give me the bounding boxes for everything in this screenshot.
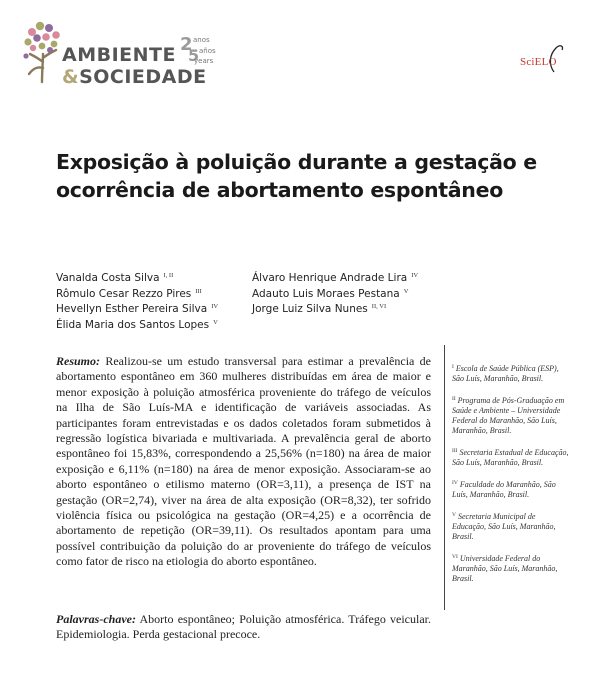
column-divider: [444, 345, 445, 610]
author-affil-sup: IV: [211, 303, 219, 310]
affiliation-2: [452, 394, 570, 436]
affiliation-text: Escola de Saúde Pública (ESP), São Luís, Maranhão, Brasil.: [452, 364, 559, 383]
authors-right-column: [252, 272, 418, 319]
affiliation-sup: III: [452, 448, 458, 454]
affiliation-text: Programa de Pós-Graduação em Saúde e Ambiente – Universidade Federal do Maranhão, São Luís, Maranhão, Brasil.: [452, 396, 565, 435]
affiliation-text: Secretaria Municipal de Educação, São Luís, Maranhão, Brasil.: [452, 512, 556, 541]
affiliation-sup: I: [452, 364, 454, 370]
abstract: [56, 354, 431, 570]
anniversary-digit-5: 5: [188, 46, 200, 65]
author-6: [252, 288, 418, 304]
author-5: [252, 272, 418, 288]
scielo-text: SciELO: [520, 56, 557, 68]
affiliation-1: [452, 362, 570, 384]
keywords-text: Aborto espontâneo; Poluição atmosférica. Tráfego veicular. Epidemiologia. Perda gestacional precoce.: [56, 612, 432, 642]
author-affil-sup: III: [195, 287, 202, 295]
scielo-logo: [520, 42, 582, 74]
author-name: Adauto Luis Moraes Pestana: [252, 287, 400, 300]
affiliation-sup: IV: [452, 480, 458, 486]
author-3: [56, 303, 218, 319]
author-affil-sup: IV: [411, 272, 419, 279]
keywords-label: Palavras-chave:: [56, 612, 136, 626]
author-4: [56, 319, 218, 335]
authors-left-column: [56, 272, 218, 334]
logo-sociedade: [62, 66, 207, 88]
affiliation-3: [452, 446, 570, 468]
affiliation-sup: VI: [452, 554, 458, 560]
affiliation-text: Universidade Federal do Maranhão, São Luís, Maranhão, Brasil.: [452, 554, 558, 583]
affiliation-sup: V: [452, 512, 456, 518]
affiliations: [452, 362, 570, 594]
anniversary-badge: [180, 32, 230, 68]
author-name: Jorge Luiz Silva Nunes: [252, 303, 368, 315]
author-affil-sup: V: [403, 287, 409, 295]
journal-logo: [22, 18, 216, 90]
author-affil-sup: II, VI: [371, 303, 387, 310]
abstract-text: Realizou-se um estudo transversal para estimar a prevalência de abortamento espontâneo em 360 mulheres distribuídas em área de maior e menor exposição à poluição atmosférica proveniente do tráfego de veículos na Ilha de São Luís-MA e identificação de variáveis associadas. As participantes foram entrevistadas e os dados coletados foram submetidos à regressão logística bivariada e multivariada. A prevalência geral de aborto espontâneo foi 15,83%, correspondendo a 25,56% (n=180) na área de maior exposição e 6,11% (n=180) na área de menor exposição. Associaram-se ao aborto espontâneo o etilismo materno (OR=3,11), a presença de IST na gestação (OR=2,74), viver na área de alta exposição (OR=8,32), ter sofrido violência física ou psicológica na gestação (OR=4,25) e a ocorrência de abortamento de repetição (OR=39,11). Os resultados apontam para uma possível contribuição da poluição do ar proveniente do tráfego de veículos como fator de risco na etiologia do aborto espontâneo.: [56, 354, 432, 569]
author-name: Vanalda Costa Silva: [56, 272, 160, 284]
affiliation-text: Secretaria Estadual de Educação, São Luís, Maranhão, Brasil.: [452, 448, 569, 467]
author-name: Álvaro Henrique Andrade Lira: [252, 272, 408, 284]
anniversary-word-anos-es: años: [199, 47, 216, 55]
author-name: Élida Maria dos Santos Lopes: [56, 318, 210, 331]
logo-ambiente: AMBIENTE: [62, 44, 176, 66]
logo-sociedade-text: SOCIEDADE: [79, 66, 207, 88]
logo-ampersand: &: [62, 66, 80, 88]
tree-logo-icon: [22, 18, 64, 84]
anniversary-word-anos: anos: [193, 36, 210, 44]
affiliation-5: [452, 510, 570, 542]
author-1: [56, 272, 218, 288]
affiliation-text: Faculdade do Maranhão, São Luís, Maranhão, Brasil.: [452, 480, 556, 499]
affiliation-sup: II: [452, 396, 456, 402]
anniversary-word-years: years: [194, 57, 214, 65]
author-affil-sup: V: [213, 318, 218, 326]
anniversary-digit-2: 2: [180, 34, 193, 55]
abstract-label: Resumo:: [56, 354, 101, 368]
keywords: [56, 612, 431, 643]
author-affil-sup: I, II: [163, 272, 174, 279]
article-title: Exposição à poluição durante a gestação e ocorrência de abortamento espontâneo: [56, 150, 537, 202]
author-name: Hevellyn Esther Pereira Silva: [56, 303, 208, 315]
author-2: [56, 288, 218, 304]
author-7: [252, 303, 418, 319]
author-name: Rômulo Cesar Rezzo Pires: [56, 287, 192, 300]
affiliation-6: [452, 552, 570, 584]
affiliation-4: [452, 478, 570, 500]
